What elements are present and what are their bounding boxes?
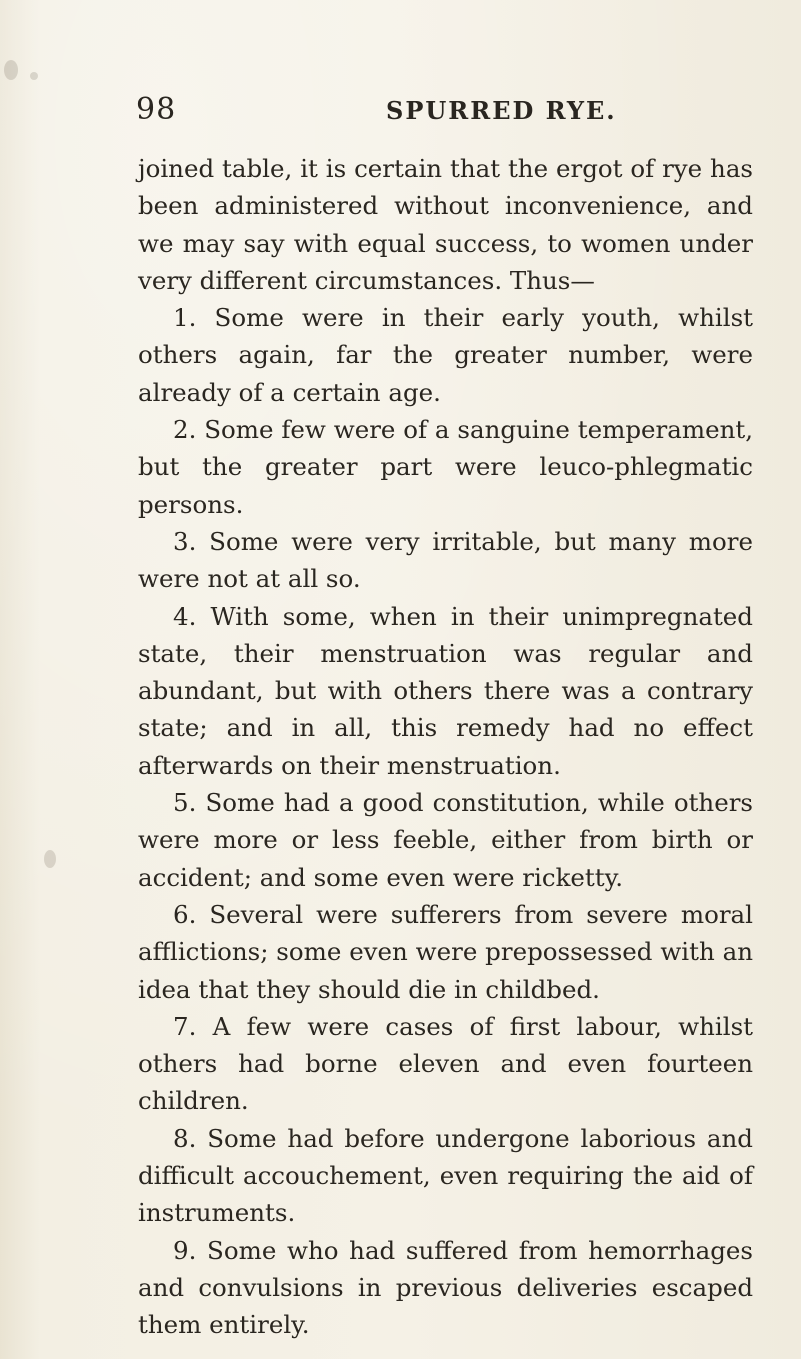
page-stain bbox=[30, 72, 38, 80]
page-header bbox=[136, 92, 736, 132]
body-text bbox=[138, 150, 753, 1344]
list-item-4: 4. With some, when in their unimpregnated state, their menstruation was regular and abundant, but with others there was a contrary state; and in all, this remedy had no effect afterwards on their menstruation. bbox=[138, 601, 753, 780]
list-item-2: 2. Some few were of a sanguine temperament, but the greater part were leuco-phlegmatic persons. bbox=[138, 415, 753, 519]
list-item-9: 9. Some who had suffered from hemorrhages and convulsions in previous deliveries escaped them entirely. bbox=[138, 1235, 753, 1340]
list-item-1: 1. Some were in their early youth, whilst others again, far the greater number, were already of a certain age. bbox=[138, 303, 753, 407]
list-item-3: 3. Some were very irritable, but many more were not at all so. bbox=[138, 526, 753, 594]
paragraph-intro: joined table, it is certain that the ergot of rye has been administered without inconvenience, and we may say with equal success, to women under very different circumstances. Thus— bbox=[138, 154, 753, 295]
page-stain bbox=[44, 850, 56, 868]
page-stain bbox=[4, 60, 18, 80]
list-item-6: 6. Several were sufferers from severe moral afflictions; some even were prepossessed with an idea that they should die in childbed. bbox=[138, 899, 753, 1004]
list-item-5: 5. Some had a good constitution, while others were more or less feeble, either from birth or accident; and some even were ricketty. bbox=[138, 788, 753, 892]
list-item-7: 7. A few were cases of first labour, whilst others had borne eleven and even fourteen children. bbox=[138, 1011, 753, 1116]
list-item-8: 8. Some had before undergone laborious and difficult accouchement, even requiring the aid of instruments. bbox=[138, 1123, 753, 1228]
running-title: SPURRED RYE. bbox=[386, 96, 617, 125]
page-number: 98 bbox=[136, 92, 177, 127]
